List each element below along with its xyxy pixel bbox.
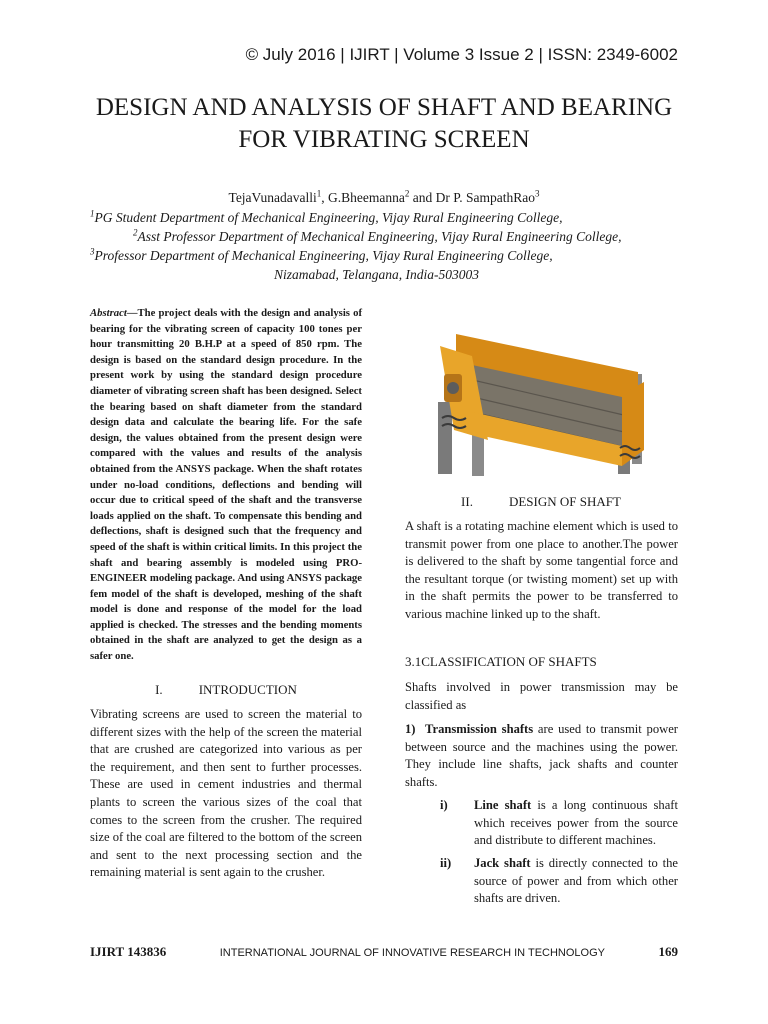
affiliation-1-text: PG Student Department of Mechanical Engineering, Vijay Rural Engineering College,: [94, 210, 563, 225]
author-3: and Dr P. SampathRao: [409, 190, 535, 205]
abstract-label: Abstract—: [90, 307, 138, 319]
design-heading: [405, 494, 677, 510]
page-number: 169: [658, 944, 678, 959]
vibrating-screen-illustration: [432, 322, 654, 484]
line-shaft-term: Line shaft: [474, 798, 532, 812]
classification-intro: Shafts involved in power transmission may be classified as: [405, 680, 678, 712]
author-1: TejaVunadavalli: [228, 190, 317, 205]
affiliation-2: [133, 229, 622, 245]
footer-journal-name: INTERNATIONAL JOURNAL OF INNOVATIVE RESEARCH IN TECHNOLOGY: [219, 947, 605, 959]
paper-title: [40, 92, 728, 156]
journal-header: © July 2016 | IJIRT | Volume 3 Issue 2 | ISSN: 2349-6002: [245, 45, 678, 64]
affiliation-3: [90, 248, 553, 264]
jack-shaft-term: Jack shaft: [474, 856, 531, 870]
transmission-shafts-text: are used to transmit power between source and the machines using the power. They include line shafts, jack shafts and counter shafts.: [405, 722, 678, 789]
line-shaft-marker: i): [440, 798, 448, 812]
affiliation-location-text: Nizamabad, Telangana, India-503003: [274, 267, 480, 282]
title-line-1: DESIGN AND ANALYSIS OF SHAFT AND BEARING: [95, 94, 673, 121]
affiliation-3-text: Professor Department of Mechanical Engineering, Vijay Rural Engineering College,: [94, 248, 553, 263]
author-list: [40, 190, 728, 206]
intro-paragraph: Vibrating screens are used to screen the material to different sizes with the help of the screen the material that are crushed are categorized into various as per the requirement, and then sent to further processes. These are used in cement industries and thermal plants to screen the various sizes of the coal that comes to the screen from the crusher. The required size of the coal are filtered to the bottom of the screen and sent to the next processing section and the remaining material is sent again to the crusher.: [90, 707, 362, 880]
line-shaft-item: [440, 797, 678, 850]
transmission-shafts-term: Transmission shafts: [425, 722, 534, 736]
intro-heading-number: I.: [155, 682, 163, 697]
author-1-sup: 1: [316, 188, 322, 199]
transmission-shafts-item: [405, 721, 678, 791]
author-2-sup: 2: [404, 188, 410, 199]
page-footer: [90, 944, 678, 960]
item-1-marker: 1): [405, 722, 416, 736]
affiliation-1-sup: 1: [90, 208, 95, 219]
design-heading-text: DESIGN OF SHAFT: [508, 494, 621, 509]
affiliation-2-sup: 2: [133, 227, 138, 238]
affiliation-2-text: Asst Professor Department of Mechanical Engineering, Vijay Rural Engineering College,: [137, 229, 622, 244]
affiliation-1: [90, 210, 563, 226]
intro-heading-text: INTRODUCTION: [198, 682, 297, 697]
design-paragraph: A shaft is a rotating machine element which is used to transmit power from one place to another.The power is delivered to the shaft by some tangential force and the resultant torque (or twisting moment) set up with in the shaft permits the power to be transferred to various machine linked up to the shaft.: [405, 519, 678, 621]
jack-shaft-marker: ii): [440, 856, 452, 870]
affiliation-location: [274, 267, 479, 283]
jack-shaft-text: is directly connected to the source of power and from which other shafts are driven.: [474, 856, 678, 906]
classification-heading: 3.1CLASSIFICATION OF SHAFTS: [405, 654, 597, 669]
line-shaft-text: is a long continuous shaft which receives power from the source and distribute to different machines.: [474, 798, 678, 848]
abstract-text: The project deals with the design and analysis of bearing for the vibrating screen of capacity 100 tones per hour transmitting 20 B.H.P at a speed of 850 rpm. The design is based on the standard design procedure. In the present work by using the standard design procedure diameter of vibrating screen shaft has been designed. Select the bearing based on shaft diameter from the standard design data and calculate the bearing life. For the safe design, the values obtained from the present design were compared with the values and results of the analysis obtained from the ANSYS package. When the shaft rotates under no-load conditions, deflections and bending will occur due to critical speed of the shaft and the transverse loads applied on the shaft. To compensate this bending and deflections, shaft is designed such that the frequency and speed of the shaft is within critical limits. In this project the shaft and bearing assembly is modeled using PRO-ENGINEER modeling package. And using ANSYS package fem model of the shaft is developed, meshing of the shaft model is done and response of the model for the load applied is checked. The stresses and the bending moments obtained in the shaft are analyzed to get the design as a safer one.: [90, 307, 362, 663]
affiliation-3-sup: 3: [90, 246, 95, 257]
author-3-sup: 3: [534, 188, 540, 199]
jack-shaft-content: [474, 855, 678, 908]
vibrating-screen-figure: [432, 322, 654, 484]
jack-shaft-item: [440, 855, 678, 908]
line-shaft-content: [474, 797, 678, 850]
footer-paper-id: IJIRT 143836: [90, 944, 167, 959]
abstract: [90, 306, 362, 665]
author-2: , G.Bheemanna: [321, 190, 405, 205]
title-line-2: FOR VIBRATING SCREEN: [238, 126, 530, 153]
design-heading-number: II.: [461, 494, 473, 509]
intro-heading: [90, 682, 362, 698]
